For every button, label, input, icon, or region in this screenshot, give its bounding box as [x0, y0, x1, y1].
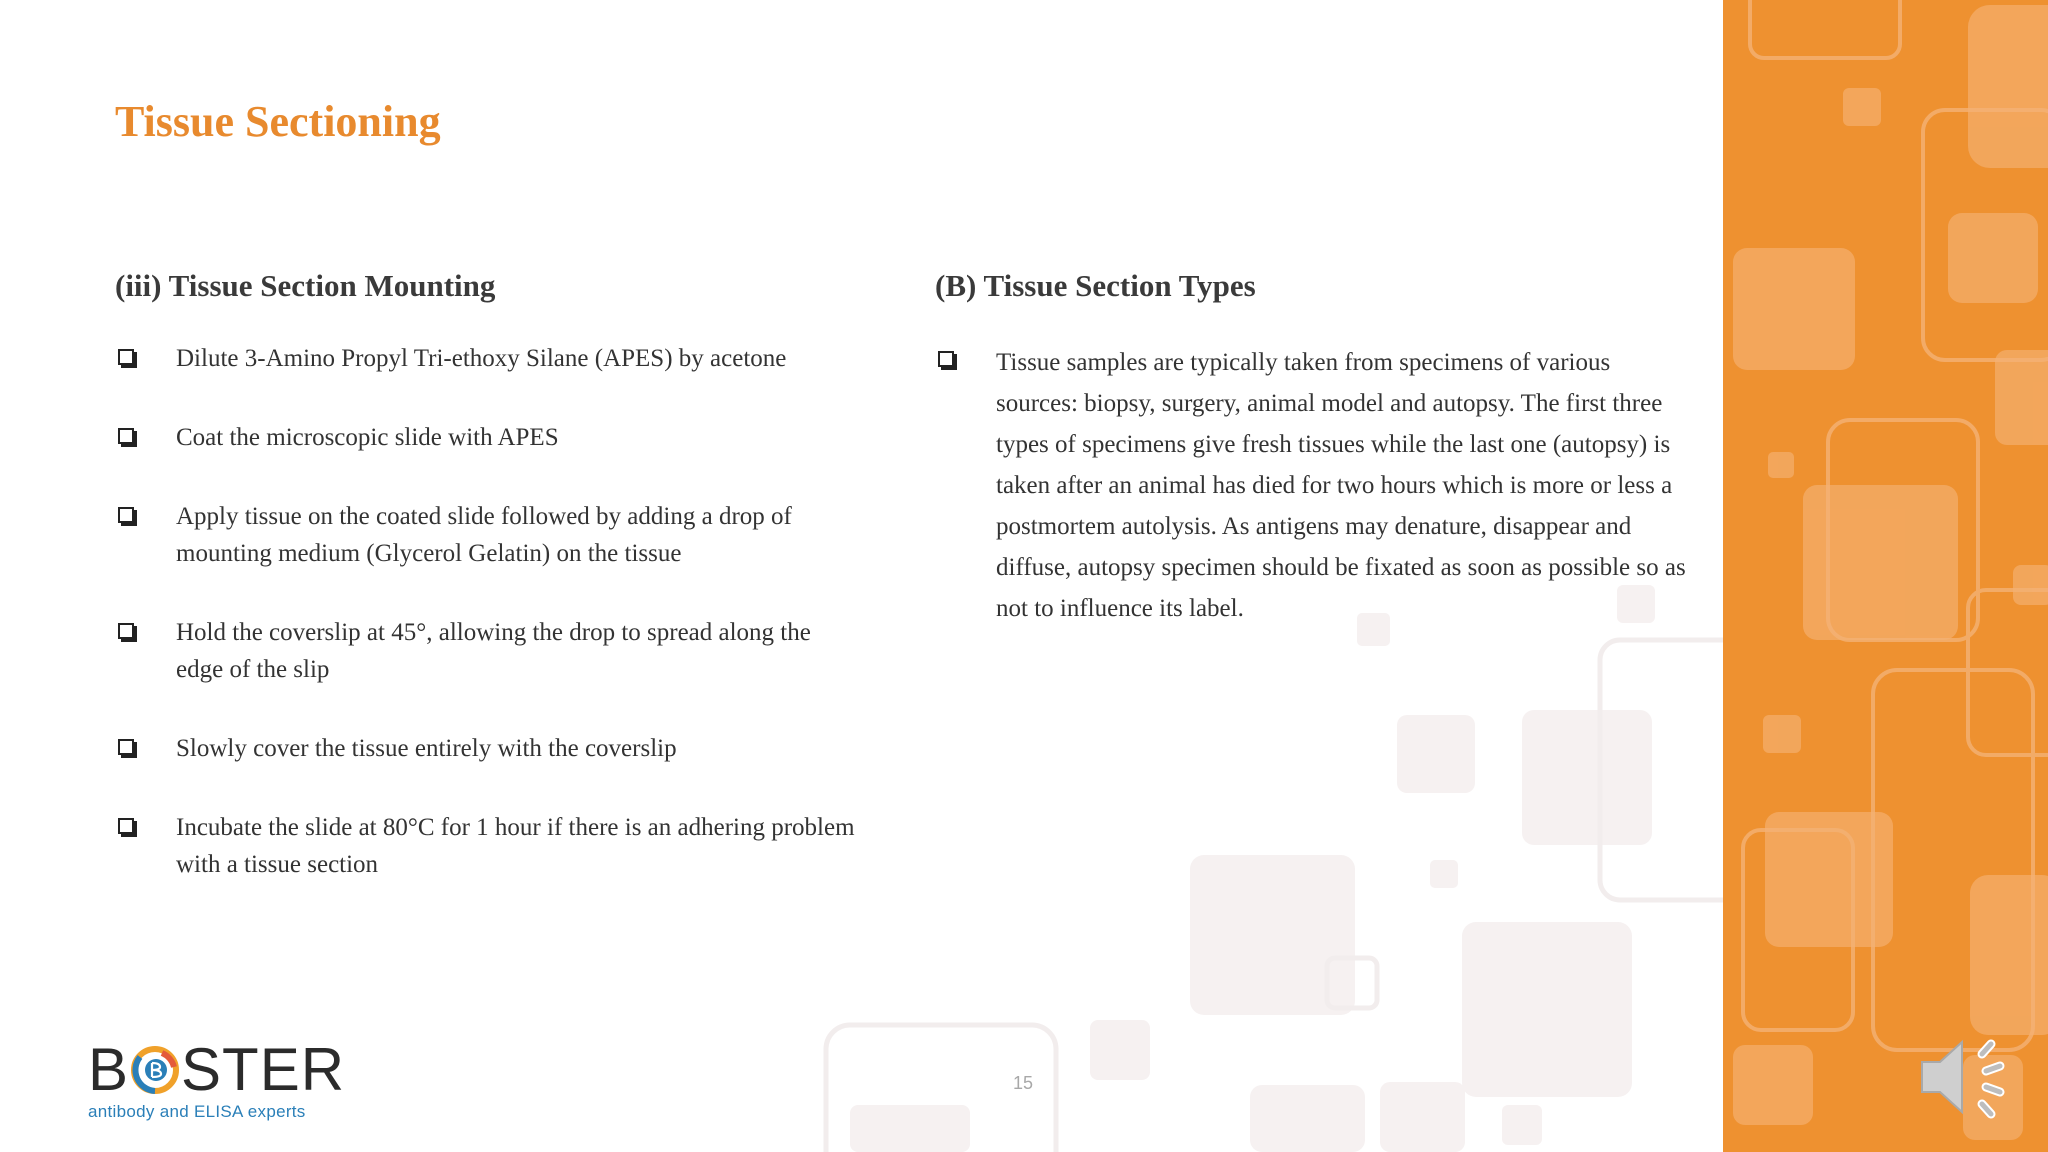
side-pattern	[1723, 0, 2048, 1152]
checkbox-square-icon	[118, 623, 134, 639]
logo-tagline: antibody and ELISA experts	[88, 1102, 306, 1121]
list-item	[115, 498, 855, 572]
logo-letters: STER	[181, 1036, 346, 1103]
list-item-text: Slowly cover the tissue entirely with the coverslip	[176, 735, 677, 762]
list-item	[115, 614, 855, 688]
left-column	[115, 266, 855, 925]
logo-o-emblem-icon	[130, 1045, 180, 1095]
list-item	[115, 730, 855, 767]
list-item	[115, 809, 855, 883]
speaker-icon[interactable]	[1914, 1024, 2014, 1124]
checkbox-square-icon	[118, 739, 134, 755]
checkbox-square-icon	[118, 428, 134, 444]
checkbox-square-icon	[118, 818, 134, 834]
logo-wordmark	[88, 1036, 346, 1103]
logo-letter-b: B	[88, 1036, 130, 1103]
boster-logo	[88, 1036, 346, 1122]
checkbox-square-icon	[118, 507, 134, 523]
checkbox-square-icon	[118, 349, 134, 365]
list-item-text: Dilute 3-Amino Propyl Tri-ethoxy Silane (APES) by acetone	[176, 345, 787, 372]
side-decoration-panel	[1723, 0, 2048, 1152]
list-item-text: Incubate the slide at 80°C for 1 hour if there is an adhering problem with a tissue section	[176, 814, 855, 878]
list-item	[115, 340, 855, 377]
page-number: 15	[1013, 1073, 1034, 1093]
list-item	[115, 419, 855, 456]
section-types-list	[935, 342, 1695, 629]
right-column	[935, 266, 1695, 671]
list-item-text: Hold the coverslip at 45°, allowing the drop to spread along the edge of the slip	[176, 619, 811, 683]
slide-title: Tissue Sectioning	[115, 97, 441, 146]
list-item-text: Coat the microscopic slide with APES	[176, 424, 559, 451]
list-item	[935, 342, 1695, 629]
mounting-steps-list	[115, 340, 855, 883]
list-item-text: Apply tissue on the coated slide followed by adding a drop of mounting medium (Glycerol Gelatin) on the tissue	[176, 503, 792, 567]
left-column-heading: (iii) Tissue Section Mounting	[115, 268, 496, 303]
checkbox-square-icon	[938, 351, 954, 367]
right-column-heading: (B) Tissue Section Types	[935, 268, 1256, 303]
list-item-text: Tissue samples are typically taken from specimens of various sources: biopsy, surgery, animal model and autopsy. The first three types of specimens give fresh tissues while the last one (autopsy) is taken after an animal has died for two hours which is more or less a postmortem autolysis. As antigens may denature, disappear and diffuse, autopsy specimen should be fixated as soon as possible so as not to influence its label.	[996, 349, 1686, 622]
